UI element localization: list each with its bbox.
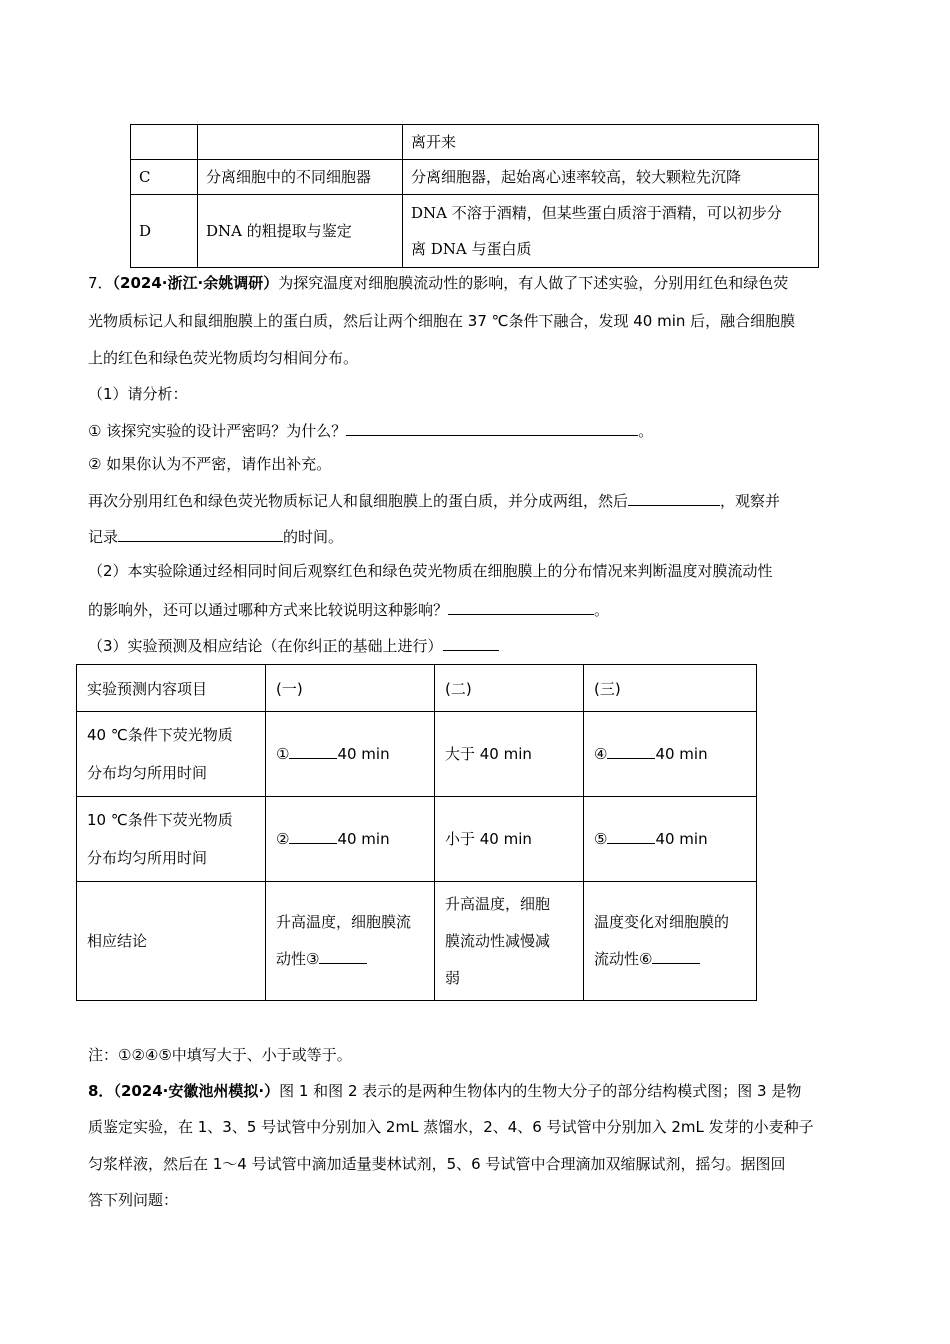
answer-blank[interactable] [346, 419, 638, 436]
part-1-q1 [88, 419, 868, 441]
answer-blank[interactable] [289, 742, 337, 759]
option-letter: C [131, 160, 198, 195]
question-text: ① 该探究实验的设计严密吗？为什么？ [88, 422, 347, 440]
table-header-cell: (一) [266, 665, 435, 712]
row-label [77, 797, 266, 882]
cell-text: 动性③ [276, 950, 320, 968]
cell-line: 升高温度，细胞 [445, 894, 551, 913]
answer-blank[interactable] [118, 525, 283, 542]
q8-stem-line [88, 1081, 868, 1101]
table-row [131, 160, 819, 195]
circled-number: ⑤ [594, 830, 608, 848]
question-source: （2024·安徽池州模拟·） [113, 1082, 280, 1100]
options-table [130, 124, 819, 268]
cell-line [594, 941, 746, 978]
question-source: （2024·浙江·余姚调研） [112, 274, 279, 292]
table-cell: 小于 40 min [435, 797, 584, 882]
answer-blank[interactable] [448, 598, 594, 615]
answer-blank[interactable] [289, 827, 337, 844]
q8-stem-line: 质鉴定实验，在 1、3、5 号试管中分别加入 2mL 蒸馏水，2、4、6 号试管中分别加入 2mL 发芽的小麦种子 [88, 1118, 814, 1136]
question-text: （3）实验预测及相应结论（在你纠正的基础上进行） [88, 637, 443, 655]
table-cell [266, 882, 435, 1001]
answer-blank[interactable] [607, 827, 655, 844]
question-number: 7． [88, 274, 113, 292]
row-label-line: 40 ℃条件下荧光物质 [87, 726, 233, 744]
question-text: 的时间。 [283, 528, 344, 546]
question-text: 的影响外，还可以通过哪种方式来比较说明这种影响？ [88, 601, 449, 619]
question-number: 8． [88, 1082, 114, 1100]
row-label [77, 712, 266, 797]
cell-line: 温度变化对细胞膜的 [594, 913, 730, 931]
table-cell [403, 195, 819, 268]
question-text: 记录 [88, 528, 119, 546]
part-1-fill-line [88, 489, 868, 511]
table-cell [584, 712, 757, 797]
question-text: 为探究温度对细胞膜流动性的影响，有人做了下述实验，分别用红色和绿色荧 [278, 274, 789, 292]
circled-number: ② [276, 830, 290, 848]
answer-blank[interactable] [319, 947, 367, 964]
cell-text: 流动性⑥ [594, 950, 653, 968]
row-label-line: 分布均匀所用时间 [87, 849, 208, 867]
circled-number: ④ [594, 745, 608, 763]
prediction-table [76, 664, 757, 1001]
row-label-line: 10 ℃条件下荧光物质 [87, 811, 233, 829]
punctuation: 。 [638, 422, 654, 440]
table-cell: 分离细胞器，起始离心速率较高，较大颗粒先沉降 [403, 160, 819, 195]
table-cell [584, 797, 757, 882]
cell-text: 40 min [337, 745, 390, 763]
option-letter: D [131, 195, 198, 268]
cell-text: 40 min [655, 745, 708, 763]
table-cell [266, 712, 435, 797]
table-row [131, 125, 819, 160]
part-2-line: （2）本实验除通过经相同时间后观察红色和绿色荧光物质在细胞膜上的分布情况来判断温度对膜流动性 [88, 562, 773, 580]
table-header-cell: (二) [435, 665, 584, 712]
cell-line: 升高温度，细胞膜流 [276, 913, 412, 931]
cell-line: 离 DNA 与蛋白质 [411, 240, 532, 258]
answer-blank[interactable] [652, 947, 700, 964]
part-2-line [88, 598, 868, 620]
q8-stem-line: 答下列问题： [88, 1191, 179, 1209]
table-cell: 大于 40 min [435, 712, 584, 797]
cell-line: DNA 不溶于酒精，但某些蛋白质溶于酒精，可以初步分 [411, 204, 782, 222]
table-row [77, 712, 757, 797]
table-cell [131, 125, 198, 160]
cell-line: 弱 [445, 968, 461, 987]
part-1-title: （1）请分析： [88, 385, 188, 403]
table-cell: 分离细胞中的不同细胞器 [198, 160, 403, 195]
table-cell: DNA 的粗提取与鉴定 [198, 195, 403, 268]
cell-line: 膜流动性减慢减 [445, 931, 551, 950]
row-label-line: 分布均匀所用时间 [87, 764, 208, 782]
question-text: 图 1 和图 2 表示的是两种生物体内的生物大分子的部分结构模式图；图 3 是物 [279, 1082, 802, 1100]
question-text: ，观察并 [720, 492, 781, 510]
table-cell [266, 797, 435, 882]
table-header-cell: 实验预测内容项目 [77, 665, 266, 712]
table-row [77, 797, 757, 882]
circled-number: ① [276, 745, 290, 763]
q8-stem-line: 匀浆样液，然后在 1～4 号试管中滴加适量斐林试剂，5、6 号试管中合理滴加双缩脲试剂，摇匀。据图回 [88, 1155, 786, 1173]
table-row [77, 882, 757, 1001]
cell-line [276, 941, 424, 978]
table-cell: 离开来 [403, 125, 819, 160]
part-1-q2: ② 如果你认为不严密，请作出补充。 [88, 455, 332, 473]
part-3-line [88, 634, 868, 656]
table-cell [435, 882, 584, 1001]
cell-text: 40 min [337, 830, 390, 848]
note-line: 注：①②④⑤中填写大于、小于或等于。 [88, 1046, 352, 1064]
table-cell [584, 882, 757, 1001]
punctuation: 。 [594, 601, 610, 619]
answer-blank[interactable] [628, 489, 720, 506]
row-label: 相应结论 [77, 882, 266, 1001]
table-row [131, 195, 819, 268]
answer-blank[interactable] [443, 634, 499, 651]
answer-blank[interactable] [607, 742, 655, 759]
q7-stem-line: 上的红色和绿色荧光物质均匀相间分布。 [88, 349, 359, 367]
table-header-cell: (三) [584, 665, 757, 712]
q7-stem-line [88, 273, 868, 293]
cell-text: 40 min [655, 830, 708, 848]
question-text: 再次分别用红色和绿色荧光物质标记人和鼠细胞膜上的蛋白质，并分成两组，然后 [88, 492, 629, 510]
part-1-fill-line [88, 525, 868, 547]
table-cell [198, 125, 403, 160]
table-header-row [77, 665, 757, 712]
q7-stem-line: 光物质标记人和鼠细胞膜上的蛋白质，然后让两个细胞在 37 ℃条件下融合，发现 40 min 后，融合细胞膜 [88, 312, 796, 330]
